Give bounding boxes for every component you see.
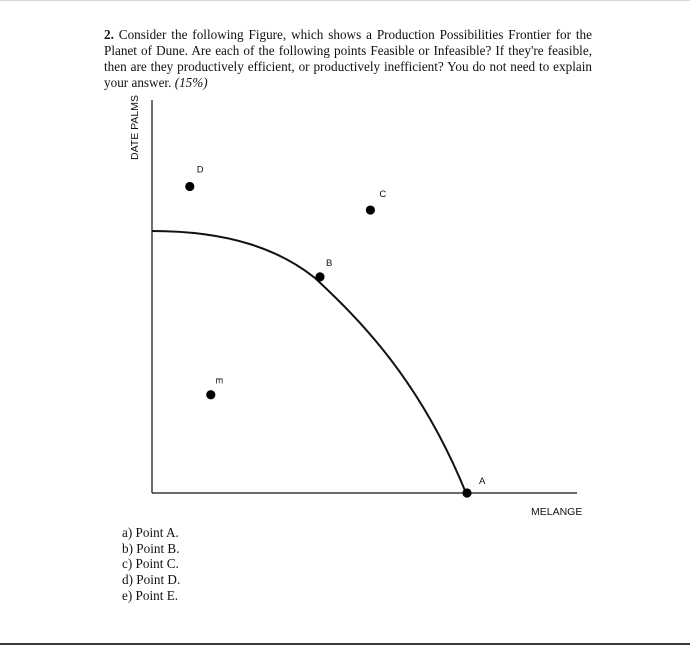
point-a-marker [462, 488, 471, 497]
y-axis-label: DATE PALMS [129, 95, 141, 160]
question-weight: (15%) [174, 75, 208, 90]
answer-list [122, 525, 180, 604]
point-e-marker [206, 390, 215, 399]
point-e-label: E [212, 377, 224, 385]
point-c-marker [366, 205, 375, 214]
answer-item-c: c) Point C. [122, 556, 179, 572]
answer-item-a: a) Point A. [122, 525, 179, 540]
points-layer [185, 164, 486, 497]
ppf-curve [152, 231, 466, 493]
answer-item-d: d) Point D. [122, 572, 181, 588]
answer-item-e: e) Point E. [122, 587, 179, 603]
x-axis-label: MELANGE [531, 506, 583, 518]
point-b-label: B [326, 257, 333, 269]
point-d-label: D [196, 164, 204, 176]
point-b-marker [315, 272, 324, 281]
point-c-label: C [379, 189, 387, 201]
question-body: Consider the following Figure, which shows a Production Possibilities Frontier for the Planet of Dune. Are each of the following points Feasible or Infeasible? If they're feasible, then are they productively efficient, or productively inefficient? You do not need to explain your answer. [104, 27, 593, 90]
question-number: 2. [104, 27, 114, 42]
point-d-marker [185, 182, 194, 191]
point-a-label: A [479, 476, 486, 487]
answer-item-b: b) Point B. [122, 540, 180, 556]
